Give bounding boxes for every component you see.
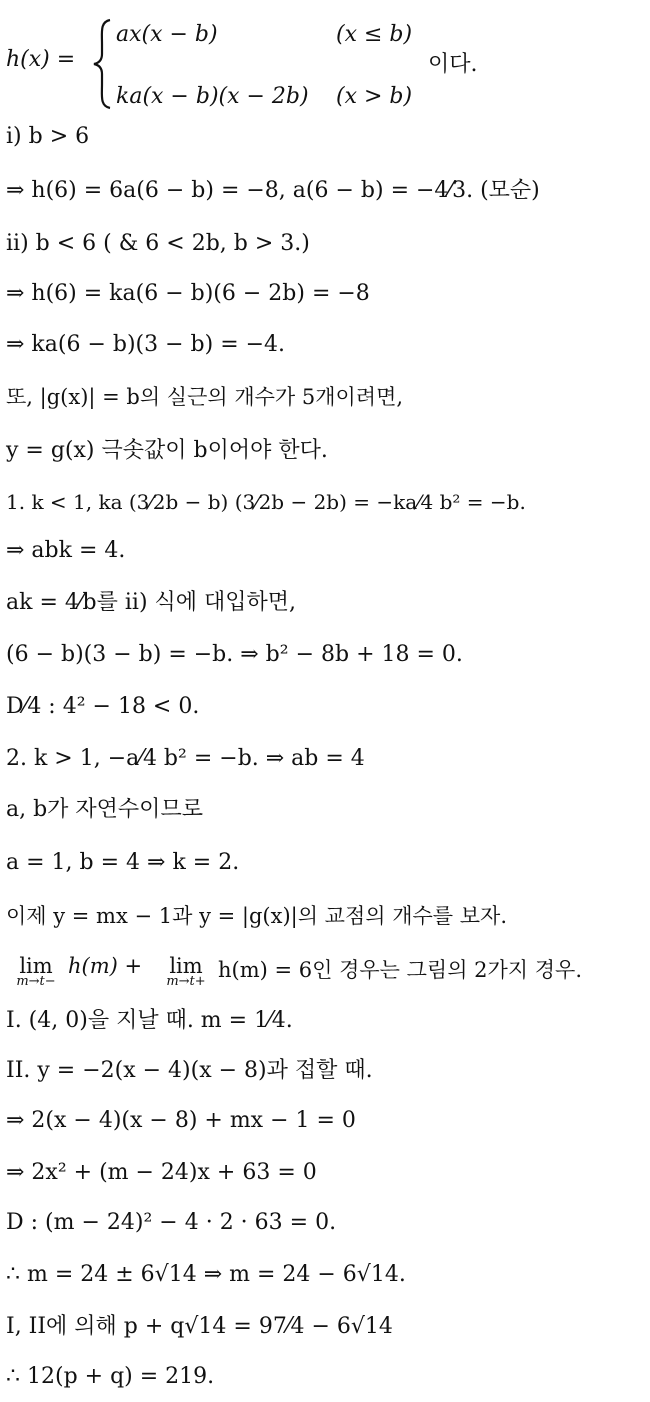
limit-left: lim m→t−	[16, 954, 56, 989]
limit-right: lim m→t+	[166, 954, 206, 989]
math-line: ⇒ h(6) = ka(6 − b)(6 − 2b) = −8	[6, 281, 370, 306]
math-line: 이제 y = mx − 1과 y = |g(x)|의 교점의 개수를 보자.	[6, 904, 507, 928]
math-line: 또, |g(x)| = b의 실근의 개수가 5개이려면,	[6, 385, 404, 409]
limit-term-2: h(m) = 6인 경우는 그림의 2가지 경우.	[218, 958, 583, 982]
math-line: ⇒ 2(x − 4)(x − 8) + mx − 1 = 0	[6, 1108, 356, 1133]
math-line: I. (4, 0)을 지날 때. m = 1⁄4.	[6, 1008, 293, 1033]
math-line: D⁄4 : 4² − 18 < 0.	[6, 694, 200, 719]
math-line: I, II에 의해 p + q√14 = 97⁄4 − 6√14	[6, 1314, 393, 1339]
math-line: a, b가 자연수이므로	[6, 797, 203, 822]
piecewise-tail: 이다.	[428, 52, 478, 77]
math-line: i) b > 6	[6, 124, 90, 149]
math-line: 1. k < 1, ka (3⁄2b − b) (3⁄2b − 2b) = −ka⁄4 b² = −b.	[6, 490, 526, 514]
math-line: ∴ 12(p + q) = 219.	[6, 1364, 215, 1389]
limit-term-1: h(m) +	[68, 954, 143, 978]
piecewise-row1-cond: (x ≤ b)	[336, 22, 413, 47]
math-line: ∴ m = 24 ± 6√14 ⇒ m = 24 − 6√14.	[6, 1262, 406, 1287]
piecewise-row1-expr: ax(x − b)	[116, 22, 218, 47]
piecewise-row2-expr: ka(x − b)(x − 2b)	[116, 84, 309, 109]
piecewise-lhs: h(x) =	[6, 47, 76, 72]
piecewise-row2-cond: (x > b)	[336, 84, 413, 109]
math-line: ak = 4⁄b를 ii) 식에 대입하면,	[6, 590, 297, 615]
math-line: ⇒ ka(6 − b)(3 − b) = −4.	[6, 332, 286, 357]
math-line: (6 − b)(3 − b) = −b. ⇒ b² − 8b + 18 = 0.	[6, 642, 463, 667]
math-line: ii) b < 6 ( & 6 < 2b, b > 3.)	[6, 231, 310, 256]
math-line: D : (m − 24)² − 4 · 2 · 63 = 0.	[6, 1210, 337, 1235]
math-line: ⇒ h(6) = 6a(6 − b) = −8, a(6 − b) = −4⁄3. (모순)	[6, 178, 540, 203]
left-brace-icon	[92, 18, 114, 110]
piecewise-definition	[6, 14, 526, 114]
math-line: 2. k > 1, −a⁄4 b² = −b. ⇒ ab = 4	[6, 746, 365, 771]
limit-line	[6, 954, 646, 998]
math-line: a = 1, b = 4 ⇒ k = 2.	[6, 850, 240, 875]
math-line: ⇒ 2x² + (m − 24)x + 63 = 0	[6, 1160, 317, 1185]
math-line: y = g(x) 극솟값이 b이어야 한다.	[6, 438, 328, 463]
math-line: ⇒ abk = 4.	[6, 538, 126, 563]
math-line: II. y = −2(x − 4)(x − 8)과 접할 때.	[6, 1058, 373, 1083]
